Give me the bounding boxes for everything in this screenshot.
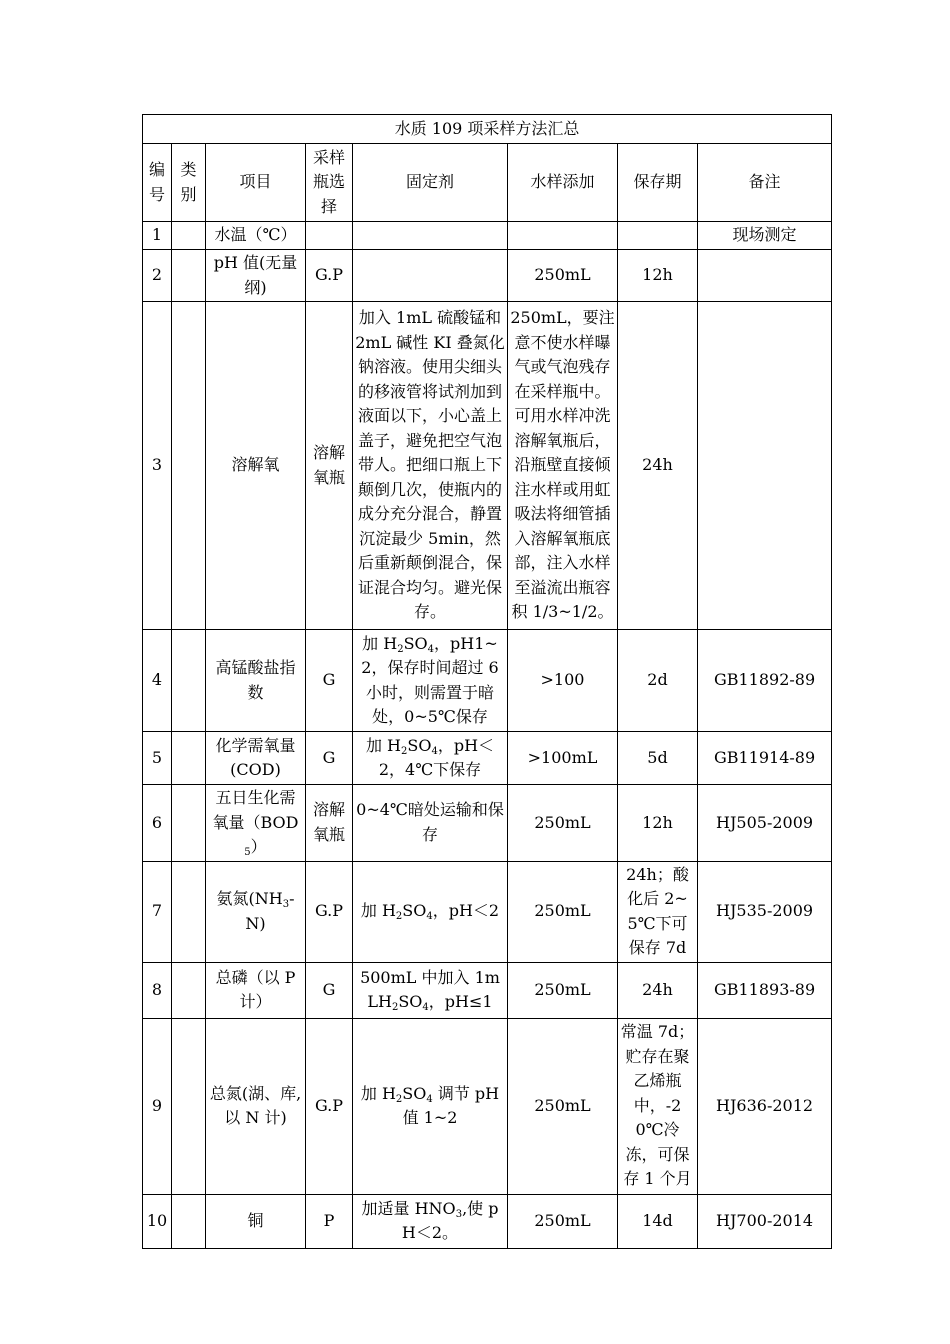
cell-note xyxy=(698,250,832,302)
cell-storage: 常温 7d；贮存在聚乙烯瓶中，-20℃冷冻，可保存 1 个月 xyxy=(618,1018,698,1194)
cell-sample-add: 250mL xyxy=(508,1018,618,1194)
cell-item: pH 值(无量纲) xyxy=(206,250,306,302)
cell-category xyxy=(172,630,206,732)
table-row xyxy=(143,732,832,785)
cell-item: 氨氮$(NH_3-N)$ xyxy=(206,861,306,962)
header-category: 类别 xyxy=(172,144,206,222)
cell-fixative xyxy=(353,222,508,250)
cell-item: 总磷（以 P 计） xyxy=(206,962,306,1018)
cell-note: HJ535-2009 xyxy=(698,861,832,962)
header-sample-add: 水样添加 xyxy=(508,144,618,222)
cell-note: GB11914-89 xyxy=(698,732,832,785)
cell-sample-add: 250mL xyxy=(508,250,618,302)
cell-sample-add: >100mL xyxy=(508,732,618,785)
cell-storage: 2d xyxy=(618,630,698,732)
cell-category xyxy=(172,222,206,250)
cell-storage: 5d xyxy=(618,732,698,785)
cell-bottle: G.P xyxy=(306,250,353,302)
cell-storage: 24h；酸化后 2~5℃下可保存 7d xyxy=(618,861,698,962)
cell-fixative: 加 $H_2SO_4$，pH＜2，4℃下保存 xyxy=(353,732,508,785)
cell-item: 高锰酸盐指数 xyxy=(206,630,306,732)
title-row xyxy=(143,115,832,144)
cell-bottle xyxy=(306,222,353,250)
cell-no: 7 xyxy=(143,861,172,962)
cell-no: 4 xyxy=(143,630,172,732)
cell-fixative: 500mL 中加入 $1mLH_2SO_4$，pH≤1 xyxy=(353,962,508,1018)
cell-category xyxy=(172,861,206,962)
cell-sample-add: 250mL xyxy=(508,785,618,862)
header-note: 备注 xyxy=(698,144,832,222)
cell-category xyxy=(172,732,206,785)
cell-no: 6 xyxy=(143,785,172,862)
cell-storage: 12h xyxy=(618,785,698,862)
cell-item: 溶解氧 xyxy=(206,302,306,630)
cell-sample-add: 250mL，要注意不使水样曝气或气泡残存在采样瓶中。可用水样冲洗溶解氧瓶后，沿瓶壁直接倾注水样或用虹吸法将细管插入溶解氧瓶底部，注入水样至溢流出瓶容积 1/3~1/2。 xyxy=(508,302,618,630)
cell-storage: 24h xyxy=(618,962,698,1018)
header-item: 项目 xyxy=(206,144,306,222)
cell-storage xyxy=(618,222,698,250)
cell-fixative: 0~4℃暗处运输和保存 xyxy=(353,785,508,862)
table-row xyxy=(143,861,832,962)
cell-category xyxy=(172,302,206,630)
cell-note: GB11893-89 xyxy=(698,962,832,1018)
cell-sample-add xyxy=(508,222,618,250)
table-row xyxy=(143,962,832,1018)
table-row xyxy=(143,222,832,250)
cell-storage: 12h xyxy=(618,250,698,302)
header-no: 编号 xyxy=(143,144,172,222)
cell-no: 1 xyxy=(143,222,172,250)
table-row xyxy=(143,1194,832,1248)
cell-no: 8 xyxy=(143,962,172,1018)
cell-fixative xyxy=(353,250,508,302)
cell-note: HJ700-2014 xyxy=(698,1194,832,1248)
cell-no: 2 xyxy=(143,250,172,302)
table-row xyxy=(143,630,832,732)
header-storage: 保存期 xyxy=(618,144,698,222)
cell-category xyxy=(172,250,206,302)
cell-item: 五日生化需氧量$(BOD_5)$ xyxy=(206,785,306,862)
header-row xyxy=(143,144,832,222)
cell-bottle: P xyxy=(306,1194,353,1248)
cell-note: HJ636-2012 xyxy=(698,1018,832,1194)
cell-bottle: G.P xyxy=(306,1018,353,1194)
header-bottle: 采样瓶选择 xyxy=(306,144,353,222)
cell-no: 10 xyxy=(143,1194,172,1248)
cell-bottle: G xyxy=(306,630,353,732)
cell-fixative: 加 $H_2SO_4$，pH＜2 xyxy=(353,861,508,962)
cell-category xyxy=(172,1018,206,1194)
cell-note: HJ505-2009 xyxy=(698,785,832,862)
header-fixative: 固定剂 xyxy=(353,144,508,222)
cell-item: 化学需氧量(COD) xyxy=(206,732,306,785)
table-row xyxy=(143,785,832,862)
cell-bottle: G xyxy=(306,962,353,1018)
cell-storage: 14d xyxy=(618,1194,698,1248)
cell-sample-add: 250mL xyxy=(508,962,618,1018)
sampling-methods-table xyxy=(142,114,832,1249)
cell-fixative: 加适量 $HNO_3$,使 pH＜2。 xyxy=(353,1194,508,1248)
table-title: 水质 109 项采样方法汇总 xyxy=(143,115,832,144)
table-row xyxy=(143,250,832,302)
cell-storage: 24h xyxy=(618,302,698,630)
cell-sample-add: 250mL xyxy=(508,1194,618,1248)
cell-no: 9 xyxy=(143,1018,172,1194)
cell-fixative: 加 $H_2SO_4$，pH1~2，保存时间超过 6 小时，则需置于暗处，0~5℃保存 xyxy=(353,630,508,732)
cell-fixative: 加 $H_2SO_4$ 调节 pH 值 1~2 xyxy=(353,1018,508,1194)
cell-bottle: G xyxy=(306,732,353,785)
table-row xyxy=(143,302,832,630)
cell-sample-add: 250mL xyxy=(508,861,618,962)
cell-category xyxy=(172,785,206,862)
cell-bottle: G.P xyxy=(306,861,353,962)
cell-item: 水温（℃） xyxy=(206,222,306,250)
cell-sample-add: >100 xyxy=(508,630,618,732)
cell-note: GB11892-89 xyxy=(698,630,832,732)
cell-category xyxy=(172,962,206,1018)
cell-no: 5 xyxy=(143,732,172,785)
cell-bottle: 溶解氧瓶 xyxy=(306,785,353,862)
cell-note xyxy=(698,302,832,630)
cell-item: 总氮(湖、库,以 N 计) xyxy=(206,1018,306,1194)
table-row xyxy=(143,1018,832,1194)
cell-note: 现场测定 xyxy=(698,222,832,250)
cell-item: 铜 xyxy=(206,1194,306,1248)
cell-fixative: 加入 1mL 硫酸锰和 2mL 碱性 KI 叠氮化钠溶液。使用尖细头的移液管将试剂加到液面以下，小心盖上盖子，避免把空气泡带人。把细口瓶上下颠倒几次，使瓶内的成分充分混合，静置沉淀最少 5min，然后重新颠倒混合，保证混合均匀。避光保存。 xyxy=(353,302,508,630)
cell-category xyxy=(172,1194,206,1248)
cell-bottle: 溶解氧瓶 xyxy=(306,302,353,630)
cell-no: 3 xyxy=(143,302,172,630)
